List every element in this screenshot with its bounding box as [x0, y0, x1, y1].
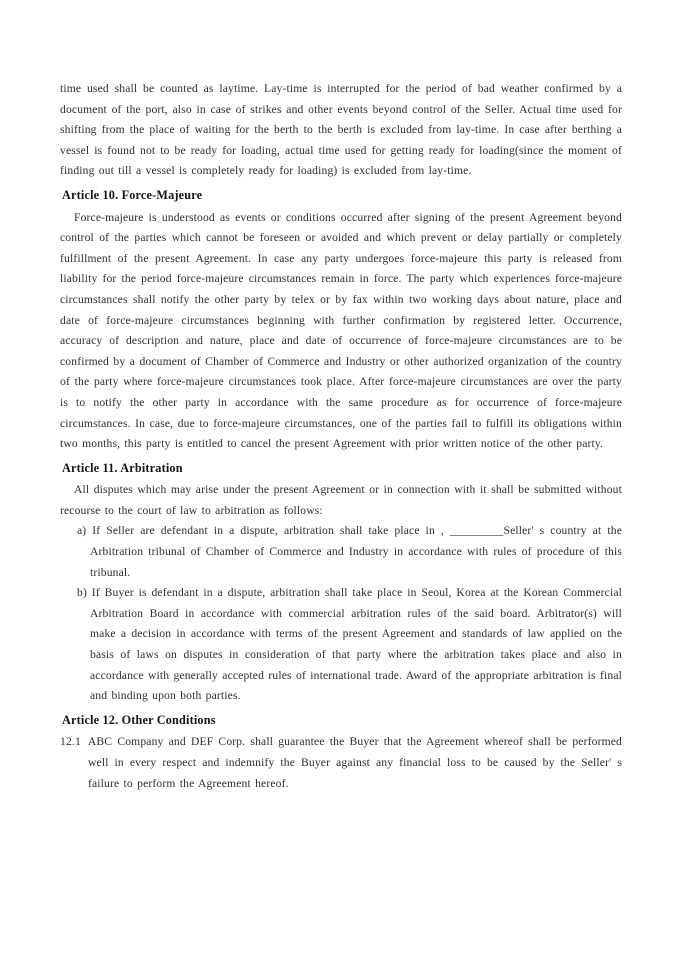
- clause-12-1-number: 12.1: [60, 735, 81, 749]
- article-10-heading: Article 10. Force-Majeure: [62, 187, 203, 202]
- clause-12-1-text: ABC Company and DEF Corp. shall guarantee the Buyer that the Agreement whereof shall be performed well in every respect and indemnify the Buyer against any financial loss to be caused by the Seller' s failure to perform the Agreement hereof.: [87, 735, 622, 790]
- paragraph-laytime-continuation: time used shall be counted as laytime. Lay-time is interrupted for the period of bad weather confirmed by a document of the port, also in case of strikes and other events beyond control of the Seller. Actual time used for shifting from the place of waiting for the berth to the berth is excluded from lay-time. In case after berthing a vessel is found not to be ready for loading, actual time used for getting ready for loading(since the moment of finding out till a vessel is completely ready for loading) is excluded from lay-time.: [60, 82, 622, 178]
- article-10-body: Force-majeure is understood as events or conditions occurred after signing of the present Agreement beyond control of the parties which cannot be foreseen or avoided and which prevent or delay partially or completely fulfillment of the present Agreement. In case any party undergoes force-majeure this party is released from liability for the period force-majeure circumstances remain in force. The party which experiences force-majeure circumstances shall notify the other party by telex or by fax within two working days about nature, place and date of force-majeure circumstances beginning with further confirmation by registered letter. Occurrence, accuracy of description and nature, place and date of occurrence of force-majeure circumstances are to be confirmed by a document of Chamber of Commerce and Industry or other authorized organization of the country of the party where force-majeure circumstances took place. After force-majeure circumstances are over the party is to notify the other party in accordance with the same procedure as for occurrence of force-majeure circumstances. In case, due to force-majeure circumstances, one of the parties fail to fulfill its obligations within two months, this party is entitled to cancel the present Agreement with prior written notice of the other party.: [60, 210, 622, 451]
- article-11-item-b: b) If Buyer is defendant in a dispute, arbitration shall take place in Seoul, Korea at the Korean Commercial Arbitration Board in accordance with commercial arbitration rules of the said board. Arbitrator(s) will make a decision in accordance with terms of the present Agreement and standards of law applied on the basis of laws on disputes in consideration of that party where the arbitration takes place and also in accordance with generally accepted rules of international trade. Award of the appropriate arbitration is final and binding upon both parties.: [77, 586, 622, 703]
- article-12-heading: Article 12. Other Conditions: [62, 712, 216, 727]
- article-11-intro: All disputes which may arise under the present Agreement or in connection with it shall be submitted without recourse to the court of law to arbitration as follows:: [60, 483, 622, 517]
- article-11-heading: Article 11. Arbitration: [62, 460, 183, 475]
- clause-12-1: [60, 732, 622, 794]
- article-11-item-a: a) If Seller are defendant in a dispute, arbitration shall take place in , _________Seller' s country at the Arbitration tribunal of Chamber of Commerce and Industry in accordance with rules of procedure of this tribunal.: [77, 524, 622, 579]
